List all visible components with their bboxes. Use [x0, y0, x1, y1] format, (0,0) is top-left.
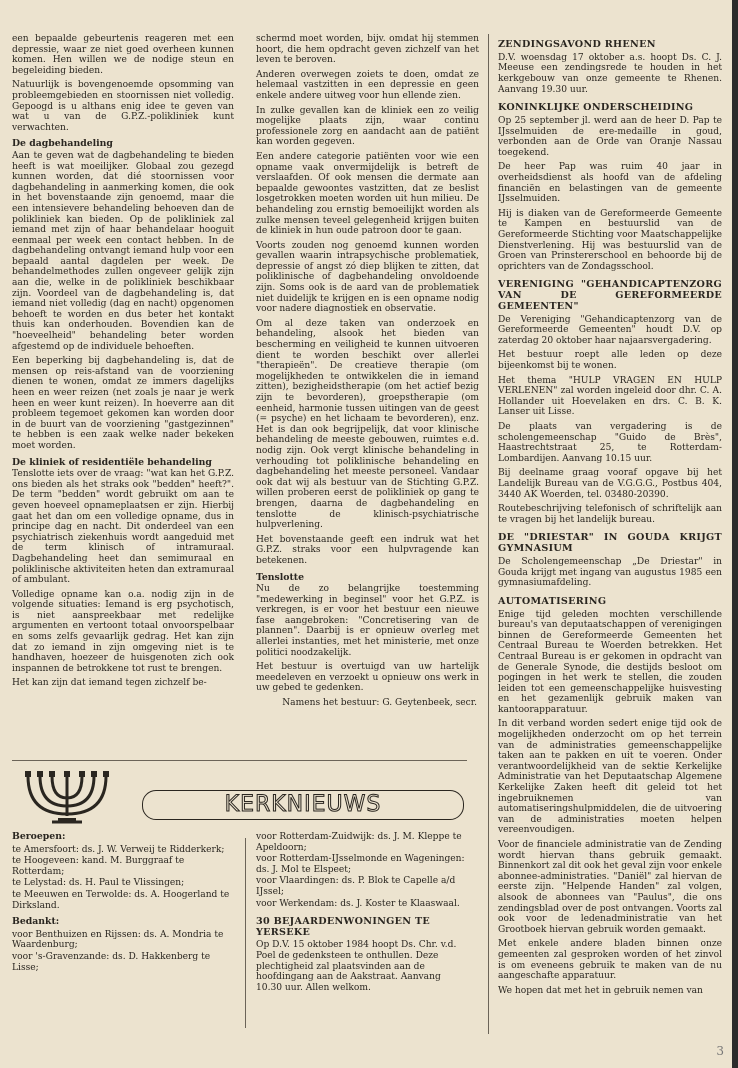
- section-heading: DE "DRIESTAR" IN GOUDA KRIJGT GYMNASIUM: [498, 532, 722, 555]
- paragraph: Bij deelname graag vooraf opgave bij het Landelijk Bureau van de V.G.G.G., Postbus 404, 3440 AK Woerden, tel. 03480-20390.: [498, 468, 722, 500]
- kerknieuws-banner: [12, 768, 467, 828]
- beroepen-block: [12, 832, 232, 974]
- paragraph: In dit verband worden sedert enige tijd ook de mogelijkheden onderzocht om op het terrein van de administraties gemeenschappelijke taken aan te pakken en uit te voeren. Onder verantwoordelijkheid van de sektie Kerkelijke Administratie van het Deputaatschap Algemene Kerkelijke Zaken heeft dit geleid tot het ingebruiknemen van automatiseringshulpmiddelen, die de uitvoering van de administraties moeten helpen vereenvoudigen.: [498, 719, 722, 836]
- paragraph: Routebeschrijving telefonisch of schriftelijk aan te vragen bij het landelijk bureau.: [498, 504, 722, 525]
- paragraph: Een beperking bij dagbehandeling is, dat de mensen op reis-afstand van de voorziening dienen te wonen, omdat ze immers dagelijks heen en weer reizen (net zoals je naar je werk heen en weer kunt reizen). In hoeverre aan dit probleem tegemoet gekomen kan worden door in de buurt van de voorziening "gastgezinnen" te hebben is een zaak welke nader bekeken moet worden.: [12, 356, 234, 451]
- paragraph: Tenslotte iets over de vraag: "wat kan het G.P.Z. ons bieden als het straks ook "bedden" heeft?". De term "bedden" wordt gebruikt om aan te geven hoeveel opnameplaatsen er zijn. Hierbij gaat het dan om een volledige opname, dus in principe dag en nacht. Dit onderdeel van een psychiatrisch ziekenhuis wordt aangeduid met de term klinisch of intramuraal. Dagbehandeling heet dan semimuraal en poliklinische aktiviteiten heten dan extramuraal of ambulant.: [12, 469, 234, 586]
- section-heading: KONINKLIJKE ONDERSCHEIDING: [498, 102, 694, 114]
- page-edge: [732, 0, 738, 1068]
- section-heading: 30 BEJAARDENWONINGEN TE YERSEKE: [256, 916, 431, 938]
- paragraph: Anderen overwegen zoiets te doen, omdat ze helemaal vastzitten in een depressie en geen enkele andere uitweg voor hun ellende zien.: [256, 69, 479, 101]
- paragraph: Voor de financiele administratie van de Zending wordt hiervan thans gebruik gemaakt. Binnenkort zal dit ook het geval zijn voor enkele abonnee-administraties. "Daniël" zal hiervan de eerste zijn. "Helpende Handen" zal volgen, alsook de abonnees van "Paulus", die ons zendingsblad over de post ontvangen. Voorts zal ook voor de ledenadministratie van het Grootboek hiervan gebruik worden gemaakt.: [498, 840, 722, 935]
- paragraph: De Scholengemeenschap „De Driestar" in Gouda krijgt met ingang van augustus 1985 een gymnasiumafdeling.: [498, 556, 722, 589]
- column-middle: [256, 34, 479, 713]
- paragraph: Het kan zijn dat iemand tegen zichzelf be-: [12, 678, 207, 689]
- paragraph: Het bestuur roept alle leden op deze bijeenkomst bij te wonen.: [498, 350, 722, 372]
- paragraph: In zulke gevallen kan de kliniek een zo veilig mogelijke plaats zijn, waar continu professionele zorg en aandacht aan de patiënt kan worden gegeven.: [256, 105, 479, 148]
- section-heading: ZENDINGSAVOND RHENEN: [498, 39, 656, 50]
- section-heading: Bedankt:: [12, 916, 60, 928]
- banner-title: KERKNIEUWS: [142, 790, 464, 820]
- paragraph: Het thema "HULP VRAGEN EN HULP VERLENEN" zal worden ingeleid door dhr. C. A. Hollander uit Hoevelaken en drs. C. B. K. Lanser uit Lisse.: [498, 375, 722, 418]
- paragraph: Natuurlijk is bovengenoemde opsomming van probleemgebieden en stoornissen niet volledig. Gepoogd is u althans enig idee te geven van wat u van de G.P.Z.-polikliniek kunt verwachten.: [12, 80, 234, 133]
- paragraph: Een andere categorie patiënten voor wie een opname vaak onvermijdelijk is betreft de verslaafden. Of ook mensen die dermate aan bepaalde gewoontes vastzitten, dat ze beslist losgetrokken moeten worden uit hun milieu. De behandeling zou ernstig bemoeilijkt worden als zulke mensen teveel gelegenheid krijgen buiten de kliniek in hun oude patroon door te gaan.: [256, 151, 479, 237]
- paragraph: Hij is diaken van de Gereformeerde Gemeente te Kampen en bestuurslid van de Gereformeerde Stichting voor Maatschappelijke Dienstverlening. Hij was bestuurslid van de Groen van Prinstererschool en behoorde bij de oprichters van de Zondagsschool.: [498, 208, 722, 272]
- section-heading: De kliniek of residentiële behandeling: [12, 456, 212, 468]
- paragraph: We hopen dat met het in gebruik nemen van: [498, 985, 703, 996]
- section-heading: AUTOMATISERING: [498, 595, 607, 607]
- paragraph: De plaats van vergadering is de scholengemeenschap "Guido de Brès", Haastrechtstraat 25, te Rotterdam-Lombardijen. Aanvang 10.15 uur.: [498, 422, 722, 464]
- list-item: voor Vlaardingen: ds. P. Blok te Capelle a/d IJssel;: [256, 876, 456, 897]
- signature: Namens het bestuur: G. Geytenbeek, secr.: [282, 698, 477, 709]
- paragraph: Het bestuur is overtuigd van uw hartelijk meedeleven en verzoekt u opnieuw ons werk in uw gebed te gedenken.: [256, 662, 479, 694]
- list-item: te Hoogeveen: kand. M. Burggraaf te Rotterdam;: [12, 856, 185, 877]
- column-divider: [245, 838, 246, 1028]
- section-heading: De dagbehandeling: [12, 138, 113, 150]
- paragraph: De heer Pap was ruim 40 jaar in overheidsdienst als hoofd van de afdeling financiën en belastingen van de gemeente IJsselmuiden.: [498, 162, 722, 205]
- paragraph: schermd moet worden, bijv. omdat hij stemmen hoort, die hem opdracht geven zichzelf van het leven te beroven.: [256, 34, 479, 66]
- menorah-icon: [12, 768, 122, 828]
- paragraph: Op D.V. 15 oktober 1984 hoopt Ds. Chr. v.d. Poel de gedenksteen te onthullen. Deze plechtigheid zal plaatsvinden aan de hoofdingang aan de Aakstraat. Aanvang 10.30 uur. Allen welkom.: [256, 940, 457, 993]
- paragraph: D.V. woensdag 17 oktober a.s. hoopt Ds. C. J. Meeuse een zendingsrede te houden in het kerkgebouw van onze gemeente te Rhenen. Aanvang 19.30 uur.: [498, 52, 722, 95]
- bedankt-block: [256, 832, 466, 994]
- list-item: voor Benthuizen en Rijssen: ds. A. Mondria te Waardenburg;: [12, 929, 224, 951]
- paragraph: Voorts zouden nog genoemd kunnen worden gevallen waarin intrapsychische problematiek, depressie of angst zó diep blijken te zitten, dat poliklinische of dagbehandeling onvoldoende zijn. Soms ook is de aard van de problematiek niet duidelijk te krijgen en is een opname nodig voor nadere diagnostiek en observatie.: [256, 240, 479, 315]
- column-left: [12, 34, 234, 693]
- paragraph: Volledige opname kan o.a. nodig zijn in de volgende situaties: Iemand is erg psychotisch, is niet aanspreekbaar met redelijke argumenten en vertoont totaal onvoorspelbaar en soms zelfs gevaarlijk gedrag. Het kan zijn dat zo iemand in zijn omgeving niet is te handhaven, hoezeer de huisgenoten zich ook inspannen de betrokkene tot rust te brengen.: [12, 589, 234, 674]
- list-item: voor 's-Gravenzande: ds. D. Hakkenberg te Lisse;: [12, 951, 211, 973]
- column-divider: [488, 34, 489, 1034]
- paragraph: Enige tijd geleden mochten verschillende bureau's van deputaatschappen of verenigingen binnen de Gereformeerde Gemeenten het Centraal Bureau te Woerden betrekken. Het Centraal Bureau is er gekomen in opdracht van de Generale Synode, die destijds besloot om pogingen in het werk te stellen, die zouden leiden tot een gemeenschappelijke huisvesting en het gezamenlijk gebruik maken van kantoorapparatuur.: [498, 609, 722, 715]
- paragraph: Aan te geven wat de dagbehandeling te bieden heeft is wat moeilijker. Globaal zou gezegd kunnen worden, dat dié stoornissen voor dagbehandeling in aanmerking komen, die ook in het bovenstaande zijn genoemd, maar die een intensievere behandeling behoeven dan de polikliniek kan bieden. Op de polikliniek zal iemand met zijn of haar behandelaar hooguit eenmaal per week een contact hebben. In de dagbehandeling ontvangt iemand hulp voor een bepaald aantal dagdelen per week. De behandelmethodes zullen ongeveer gelijk zijn aan die, welke in de polikliniek beschikbaar zijn. Voordeel van de dagbehandeling is, dat iemand niet volledig (dag en nacht) opgenomen behoeft te worden en dus beter het kontakt thuis kan onderhouden. Bovendien kan de "hoeveelheid" behandeling beter worden afgestemd op de individuele behoeften.: [12, 150, 234, 352]
- list-item: voor Rotterdam-Zuidwijk: ds. J. M. Kleppe te Apeldoorn;: [256, 832, 462, 853]
- list-item: te Amersfoort: ds. J. W. Verweij te Ridderkerk;: [12, 844, 225, 855]
- column-right: [498, 40, 722, 1000]
- list-item: voor Werkendam: ds. J. Koster te Klaaswaal.: [256, 898, 460, 909]
- divider: [12, 760, 467, 761]
- section-heading: Beroepen:: [12, 831, 66, 842]
- paragraph: Nu de zo belangrijke toestemming "medewerking in beginsel" voor het G.P.Z. is verkregen, is er voor het bestuur een nieuwe fase aangebroken: "Concretisering van de plannen". Daarbij is er opnieuw overleg met allerlei instanties, met het ministerie, met onze politici noodzakelijk.: [256, 584, 479, 658]
- paragraph: Om al deze taken van onderzoek en behandeling, alsook het bieden van bescherming en veiligheid te kunnen uitvoeren dient te worden beschikt over allerlei "therapieën". De creatieve therapie (om mogelijkheden te ontwikkelen die in iemand zitten), bezigheidstherapie (om het actief bezig zijn te bevorderen), groepstherapie (om eenheid, harmonie tussen uitingen van de geest (= psyche) en het lichaam te bevorderen), enz. Het is dan ook begrijpelijk, dat voor klinische behandeling de meeste gebouwen, ruimtes e.d. nodig zijn. Ook vergt klinische behandeling in verhouding tot poliklinische behandeling en dagbehandeling het meeste personeel. Vandaar ook dat wij als bestuur van de Stichting G.P.Z. willen proberen eerst de polikliniek op gang te brengen, daarna de dagbehandeling en tenslotte de klinisch-psychiatrische hulpverlening.: [256, 318, 479, 531]
- section-heading: Tenslotte: [256, 571, 304, 583]
- paragraph: een bepaalde gebeurtenis reageren met een depressie, waar ze niet goed overheen kunnen komen. Hen willen we de nodige steun en begeleiding bieden.: [12, 34, 234, 76]
- paragraph: Met enkele andere bladen binnen onze gemeenten zal gesproken worden of het zinvol is om eveneens gebruik te maken van de nu aangeschafte apparatuur.: [498, 939, 722, 982]
- list-item: te Lelystad: ds. H. Paul te Vlissingen;: [12, 878, 185, 889]
- paragraph: De Vereniging "Gehandicaptenzorg van de Gereformeerde Gemeenten" houdt D.V. op zaterdag 20 oktober haar najaarsvergadering.: [498, 314, 722, 346]
- page-number: 3: [716, 1044, 724, 1058]
- list-item: te Meeuwen en Terwolde: ds. A. Hoogerland te Dirksland.: [12, 889, 230, 911]
- list-item: voor Rotterdam-IJsselmonde en Wageningen: ds. J. Mol te Elspeet;: [256, 854, 465, 875]
- paragraph: Op 25 september jl. werd aan de heer D. Pap te IJsselmuiden de ere-medaille in goud, verbonden aan de Orde van Oranje Nassau toegekend.: [498, 115, 722, 158]
- section-heading: VERENIGING "GEHANDICAPTENZORG VAN DE GEREFORMEERDE GEMEENTEN": [498, 279, 722, 312]
- paragraph: Het bovenstaande geeft een indruk wat het G.P.Z. straks voor een hulpvragende kan betekenen.: [256, 534, 479, 566]
